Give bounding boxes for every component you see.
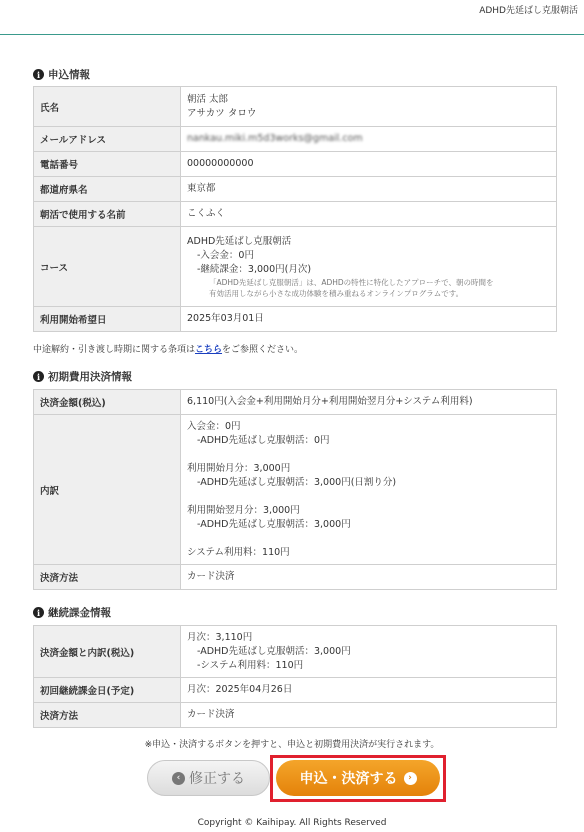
- section-initial-title: i 初期費用決済情報: [33, 369, 132, 384]
- recurring-method-label: 決済方法: [34, 703, 181, 728]
- recurring-date-label: 初回継続課金日(予定): [34, 678, 181, 703]
- nickname-value: こくふく: [181, 202, 557, 227]
- apply-and-pay-button[interactable]: 申込・決済する ›: [276, 760, 440, 796]
- cancel-terms-note: 中途解約・引き渡し時期に関する条項はこちらをご参照ください。: [33, 345, 304, 355]
- recurring-amount-value: 月次：3,110円 -ADHD先延ばし克服朝活：3,000円 -システム利用料：110円: [181, 626, 557, 678]
- footer-copyright: Copyright © Kaihipay. All Rights Reserved: [197, 818, 387, 828]
- recurring-date-value: 月次：2025年04月26日: [181, 678, 557, 703]
- info-icon: i: [33, 371, 44, 382]
- name-value: 朝活 太郎 アサカツ タロウ: [181, 87, 557, 127]
- table-row: [34, 415, 557, 565]
- brand-name: ADHD先延ばし克服朝活: [479, 6, 578, 16]
- breakdown-label: 内訳: [34, 415, 181, 565]
- table-row: [34, 703, 557, 728]
- amount-value: 6,110円(入会金+利用開始月分+利用開始翌月分+システム利用料): [181, 390, 557, 415]
- breakdown-value: 入会金：0円 -ADHD先延ばし克服朝活：0円 利用開始月分：3,000円 -ADHD先延ばし克服朝活：3,000円(日割り分) 利用開始翌月分：3,000円 -ADHD先延ばし克服朝活：3,000円 システム利用料：110円: [181, 415, 557, 565]
- course-value: ADHD先延ばし克服朝活 -入会金：0円 -継続課金：3,000円(月次) 「ADHD先延ばし克服朝活」は、ADHDの特性に特化したアプローチで、朝の時間を 有効活用しながら小さな成功体験を積み重ねるオンラインプログラムです。: [181, 227, 557, 307]
- table-row: [34, 390, 557, 415]
- prefecture-value: 東京都: [181, 177, 557, 202]
- table-row: [34, 678, 557, 703]
- table-row: [34, 307, 557, 332]
- email-label: メールアドレス: [34, 127, 181, 152]
- submit-note: ※申込・決済するボタンを押すと、申込と初期費用決済が実行されます。: [144, 740, 440, 750]
- terms-link[interactable]: こちら: [195, 345, 223, 355]
- chevron-right-icon: ›: [404, 772, 417, 785]
- application-table: [33, 86, 557, 332]
- chevron-left-icon: ‹: [172, 772, 185, 785]
- prefecture-label: 都道府県名: [34, 177, 181, 202]
- amount-label: 決済金額(税込): [34, 390, 181, 415]
- recurring-table: [33, 625, 557, 728]
- info-icon: i: [33, 69, 44, 80]
- start-date-label: 利用開始希望日: [34, 307, 181, 332]
- email-value: nankau.miki.m5d3works@gmail.com: [181, 127, 557, 152]
- nickname-label: 朝活で使用する名前: [34, 202, 181, 227]
- recurring-method-value: カード決済: [181, 703, 557, 728]
- name-label: 氏名: [34, 87, 181, 127]
- table-row: [34, 227, 557, 307]
- section-application-title: i 申込情報: [33, 67, 90, 82]
- table-row: [34, 127, 557, 152]
- table-row: [34, 565, 557, 590]
- table-row: [34, 626, 557, 678]
- method-value: カード決済: [181, 565, 557, 590]
- table-row: [34, 152, 557, 177]
- table-row: [34, 177, 557, 202]
- start-date-value: 2025年03月01日: [181, 307, 557, 332]
- method-label: 決済方法: [34, 565, 181, 590]
- recurring-amount-label: 決済金額と内訳(税込): [34, 626, 181, 678]
- initial-payment-table: [33, 389, 557, 590]
- table-row: [34, 87, 557, 127]
- top-bar: [0, 0, 584, 35]
- section-recurring-title: i 継続課金情報: [33, 605, 111, 620]
- phone-value: 00000000000: [181, 152, 557, 177]
- course-label: コース: [34, 227, 181, 307]
- phone-label: 電話番号: [34, 152, 181, 177]
- table-row: [34, 202, 557, 227]
- info-icon: i: [33, 607, 44, 618]
- edit-button[interactable]: ‹ 修正する: [147, 760, 270, 796]
